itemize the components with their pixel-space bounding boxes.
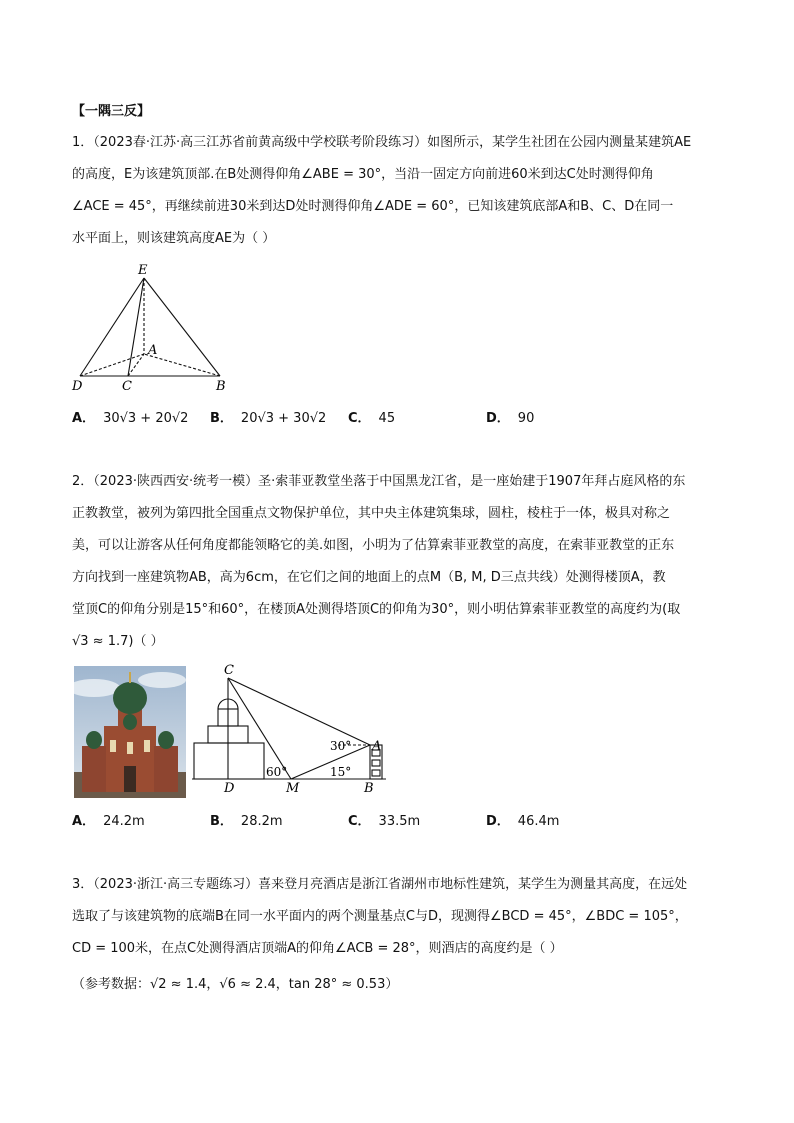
option-label: C．: [348, 814, 371, 829]
q1-option-d[interactable]: [486, 409, 534, 429]
q2-line-1: 2．（2023·陕西西安·统考一模）圣·索菲亚教堂坐落于中国黑龙江省，是一座始建于1907年拜占庭风格的东: [72, 474, 686, 489]
option-text: 33.5m: [378, 814, 421, 829]
label-E: E: [138, 263, 148, 278]
q1-line-2: 的高度，E为该建筑顶部.在B处测得仰角∠ABE = 30°，当沿一固定方向前进60米到达C处时测得仰角: [72, 167, 654, 182]
option-label: A．: [72, 411, 96, 426]
q2-line-5: 堂顶C的仰角分别是15°和60°，在楼顶A处测得塔顶C的仰角为30°，则小明估算索菲亚教堂的高度约为(取: [72, 602, 681, 617]
label-D: D: [224, 781, 235, 796]
cathedral-photo: [74, 666, 186, 798]
option-text: 90: [517, 411, 535, 426]
q1-option-a[interactable]: [72, 409, 188, 429]
option-label: D．: [486, 814, 510, 829]
option-text: 20√3 + 30√2: [240, 411, 327, 426]
option-label: B．: [210, 411, 233, 426]
q2-option-c[interactable]: [348, 812, 420, 832]
label-C: C: [224, 663, 234, 678]
q2-line-4: 方向找到一座建筑物AB，高为6cm，在它们之间的地面上的点M（B, M, D三点共线）处测得楼顶A，教: [72, 570, 666, 585]
q2-line-3: 美，可以让游客从任何角度都能领略它的美.如图，小明为了估算索菲亚教堂的高度，在索菲亚教堂的正东: [72, 538, 675, 553]
q3-line-3: CD = 100米，在点C处测得酒店顶端A的仰角∠ACB = 28°，则酒店的高度约是（ ）: [72, 941, 563, 956]
q1-pyramid-figure: [68, 258, 238, 392]
option-text: 28.2m: [240, 814, 283, 829]
q2-option-b[interactable]: [210, 812, 283, 832]
q1-line-3: ∠ACE = 45°，再继续前进30米到达D处时测得仰角∠ADE = 60°，已知该建筑底部A和B、C、D在同一: [72, 199, 674, 214]
label-A: A: [148, 343, 158, 358]
option-label: D．: [486, 411, 510, 426]
label-A: A: [372, 739, 382, 754]
q1-line-1: 1．（2023春·江苏·高三江苏省前黄高级中学校联考阶段练习）如图所示，某学生社团在公园内测量某建筑AE: [72, 135, 692, 150]
angle-30: 30°: [330, 739, 352, 753]
q1-line-4: 水平面上，则该建筑高度AE为（ ）: [72, 231, 276, 246]
q2-cathedral-diagram: [190, 660, 390, 796]
q2-option-a[interactable]: [72, 812, 145, 832]
option-label: C．: [348, 411, 371, 426]
q2-line-6: √3 ≈ 1.7)（ ）: [72, 634, 164, 649]
q3-line-1: 3．（2023·浙江·高三专题练习）喜来登月亮酒店是浙江省湖州市地标性建筑，某学生为测量其高度，在远处: [72, 877, 688, 892]
angle-15: 15°: [330, 765, 352, 779]
label-B: B: [364, 781, 374, 796]
section-title: 【一隅三反】: [72, 104, 151, 119]
label-B: B: [216, 379, 226, 392]
label-D: D: [72, 379, 83, 392]
label-C: C: [122, 379, 132, 392]
option-label: A．: [72, 814, 96, 829]
q1-option-c[interactable]: [348, 409, 395, 429]
option-text: 30√3 + 20√2: [103, 411, 189, 426]
q2-option-d[interactable]: [486, 812, 559, 832]
q3-reference-data: （参考数据：√2 ≈ 1.4，√6 ≈ 2.4，tan 28° ≈ 0.53）: [72, 977, 399, 992]
q3-line-2: 选取了与该建筑物的底端B在同一水平面内的两个测量基点C与D，现测得∠BCD = 45°，∠BDC = 105°，: [72, 909, 688, 924]
option-text: 24.2m: [103, 814, 145, 829]
q1-option-b[interactable]: [210, 409, 326, 429]
option-text: 46.4m: [517, 814, 560, 829]
angle-60: 60°: [266, 765, 288, 779]
option-text: 45: [378, 411, 396, 426]
q2-line-2: 正教教堂，被列为第四批全国重点文物保护单位，其中央主体建筑集球，圆柱，棱柱于一体，极具对称之: [72, 506, 671, 521]
label-M: M: [286, 781, 300, 796]
option-label: B．: [210, 814, 233, 829]
